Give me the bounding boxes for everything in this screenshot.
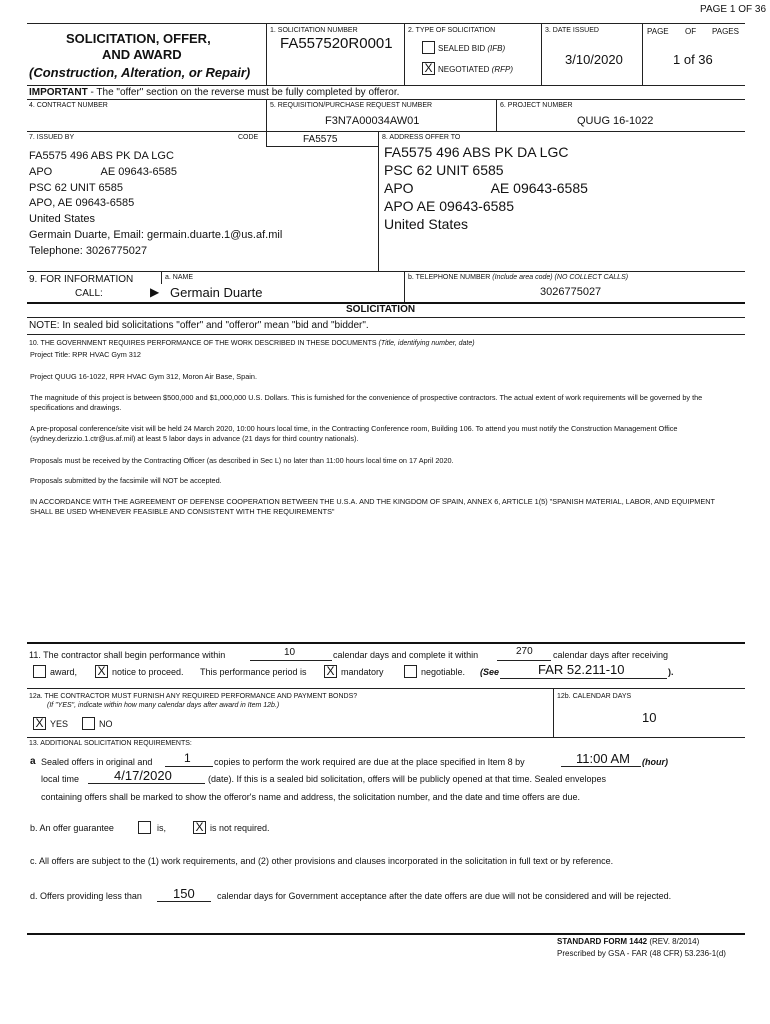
standard-form-label: STANDARD FORM 1442 (REV. 8/2014) (557, 937, 700, 946)
of-col-label: OF (685, 27, 697, 36)
item-d-text2: calendar days for Government acceptance after the date offers are due will not be considered and will be rejected. (217, 891, 672, 901)
work-description-label: 10. THE GOVERNMENT REQUIRES PERFORMANCE OF THE WORK DESCRIBED IN THESE DOCUMENTS (Title, identifying number, date) (29, 340, 475, 347)
notice-to-proceed-label: notice to proceed. (112, 667, 184, 677)
solicitation-heading: SOLICITATION (346, 304, 416, 315)
form-title-line3: (Construction, Alteration, or Repair) (29, 65, 251, 80)
issued-by-code-label: CODE (238, 134, 259, 141)
sealed-bid-note: NOTE: In sealed bid solicitations "offer" and "offeror" mean "bid and "bidder". (29, 320, 369, 331)
defense-agreement: IN ACCORDANCE WITH THE AGREEMENT OF DEFENSE COOPERATION BETWEEN THE U.S.A. AND THE KINGDOM OF SPAIN, ANNEX 6, ARTICLE 1(5) "SPANISH MATERIAL, LABOR, AND EQUIPMENT SHALL BE USED WHENEVER FEASIBLE AND CONSISTENT WITH THE REQUIREMENTS" (30, 497, 715, 516)
important-notice: IMPORTANT - The "offer" section on the reverse must be fully completed by offeror. (29, 87, 400, 98)
contact-phone: 3026775027 (540, 286, 602, 298)
item-d-text1: d. Offers providing less than (30, 891, 142, 901)
contact-name: Germain Duarte (170, 285, 263, 300)
date-issued-label: 3. DATE ISSUED (545, 27, 599, 34)
acceptance-days: 150 (173, 886, 195, 901)
sealed-bid-checkbox[interactable] (422, 41, 435, 54)
see-reference: FAR 52.211-10 (538, 662, 625, 677)
contact-name-label: a. NAME (165, 274, 194, 281)
notice-to-proceed-checkbox[interactable]: X (95, 665, 108, 678)
prescribed-by: Prescribed by GSA - FAR (48 CFR) 53.236-1(d) (557, 949, 726, 958)
contact-phone-label: b. TELEPHONE NUMBER (Include area code) (NO COLLECT CALLS) (408, 274, 629, 281)
performance-after-text: calendar days after receiving (553, 650, 669, 660)
performance-period-text: This performance period is (200, 667, 307, 677)
calendar-days-label: 12b. CALENDAR DAYS (557, 693, 632, 700)
bonds-yes-checkbox[interactable]: X (33, 717, 46, 730)
award-label: award, (50, 667, 78, 677)
bonds-no-checkbox[interactable] (82, 717, 95, 730)
negotiated-checkbox[interactable]: X (422, 62, 435, 75)
guarantee-not-required-checkbox[interactable]: X (193, 821, 206, 834)
due-date: 4/17/2020 (114, 768, 172, 783)
item-a-text4: (date). If this is a sealed bid solicitation, offers will be publicly opened at that time. Sealed envelopes (208, 774, 607, 784)
item-a-letter: a (30, 756, 36, 767)
project-number: QUUG 16-1022 (577, 115, 654, 127)
pre-proposal-conference: A pre-proposal conference/site visit will be held 24 March 2020, 10:00 hours local time, in the Contracting Conference room, Building 106. To attend you must notify the Construction Management Office (sydney.derizzio.1.ctr@us.af.mil) at least 5 labor days in advance (21 days for third country nationals). (30, 424, 678, 443)
contract-number-label: 4. CONTRACT NUMBER (29, 102, 108, 109)
issued-by-label: 7. ISSUED BY (29, 134, 75, 141)
begin-days: 10 (284, 647, 296, 658)
calendar-days: 10 (642, 710, 657, 725)
project-description: Project QUUG 16-1022, RPR HVAC Gym 312, Moron Air Base, Spain. (30, 372, 257, 381)
item-a-text5: containing offers shall be marked to show the offeror's name and address, the solicitation number, and the date and time offers are due. (41, 792, 581, 802)
mandatory-checkbox[interactable]: X (324, 665, 337, 678)
mandatory-label: mandatory (341, 667, 384, 677)
requisition-number: F3N7A00034AW01 (325, 115, 420, 127)
guarantee-is-checkbox[interactable] (138, 821, 151, 834)
copies-count: 1 (184, 751, 191, 765)
date-issued: 3/10/2020 (565, 52, 623, 67)
project-title: Project Title: RPR HVAC Gym 312 (30, 350, 141, 359)
page-col-label: PAGE (647, 27, 669, 36)
bonds-no-label: NO (99, 719, 113, 729)
additional-requirements-label: 13. ADDITIONAL SOLICITATION REQUIREMENTS: (29, 740, 192, 747)
guarantee-is-label: is, (157, 823, 166, 833)
info-call-label-line1: 9. FOR INFORMATION (29, 274, 134, 285)
negotiable-label: negotiable. (421, 667, 466, 677)
complete-days: 270 (516, 646, 533, 657)
negotiated-label: NEGOTIATED (RFP) (438, 65, 513, 74)
guarantee-not-required-label: is not required. (210, 823, 270, 833)
page-count: 1 of 36 (673, 52, 713, 67)
requisition-number-label: 5. REQUISITION/PURCHASE REQUEST NUMBER (270, 102, 433, 109)
proposal-deadline: Proposals must be received by the Contracting Officer (as described in Sec L) no later than 11:00 hours local time on 17 April 2020. (30, 456, 454, 465)
item-b-text: b. An offer guarantee (30, 823, 114, 833)
issued-by-address: FA5575 496 ABS PK DA LGC APO AE 09643-6585 PSC 62 UNIT 6585 APO, AE 09643-6585 United States Germain Duarte, Email: germain.duarte.1@us.af.mil Telephone: 3026775027 (29, 150, 283, 257)
item-a-text1: Sealed offers in original and (41, 757, 153, 767)
project-number-label: 6. PROJECT NUMBER (500, 102, 573, 109)
due-time: 11:00 AM (576, 751, 630, 766)
item-a-text2: copies to perform the work required are due at the place specified in Item 8 by (214, 757, 525, 767)
solicitation-number: FA557520R0001 (280, 35, 393, 52)
bonds-question: 12a. THE CONTRACTOR MUST FURNISH ANY REQUIRED PERFORMANCE AND PAYMENT BONDS? (29, 693, 358, 700)
award-checkbox[interactable] (33, 665, 46, 678)
arrow-right-icon: ▶ (150, 285, 160, 299)
page-label: PAGE 1 OF 36 (700, 4, 766, 15)
project-magnitude: The magnitude of this project is between $500,000 and $1,000,000 U.S. Dollars. This is furnished for the convenience of prospective contractors. The actual extent of work requirements will be governed by the specifications and drawings. (30, 393, 703, 412)
hour-label: (hour) (642, 757, 668, 767)
see-close: ). (668, 667, 674, 677)
facsimile-notice: Proposals submitted by the facsimile will NOT be accepted. (30, 476, 222, 485)
bonds-yes-label: YES (50, 719, 69, 729)
performance-begin-text: 11. The contractor shall begin performance within (29, 650, 226, 660)
address-offer-to-label: 8. ADDRESS OFFER TO (382, 134, 461, 141)
bonds-note: (If "YES", indicate within how many calendar days after award in Item 12b.) (47, 702, 280, 709)
form-title-line1: SOLICITATION, OFFER, (66, 31, 211, 46)
address-offer-to: FA5575 496 ABS PK DA LGC PSC 62 UNIT 6585 APO AE 09643-6585 APO AE 09643-6585 United States (384, 144, 588, 232)
performance-complete-text: calendar days and complete it within (333, 650, 479, 660)
solicitation-number-label: 1. SOLICITATION NUMBER (270, 27, 358, 34)
solicitation-type-label: 2. TYPE OF SOLICITATION (408, 27, 496, 34)
see-label: (See (480, 667, 500, 677)
item-c-text: c. All offers are subject to the (1) work requirements, and (2) other provisions and clauses incorporated in the solicitation in full text or by reference. (30, 856, 614, 866)
pages-col-label: PAGES (712, 27, 739, 36)
form-title-line2: AND AWARD (102, 47, 182, 62)
info-call-label-line2: CALL: (75, 288, 103, 299)
item-a-text3: local time (41, 774, 80, 784)
issued-by-code: FA5575 (303, 134, 338, 145)
negotiable-checkbox[interactable] (404, 665, 417, 678)
sealed-bid-label: SEALED BID (IFB) (438, 44, 506, 53)
